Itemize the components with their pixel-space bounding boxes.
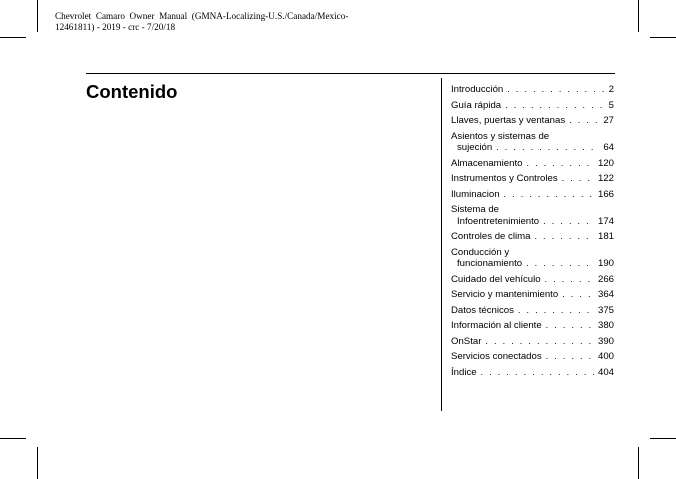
toc-entry[interactable] <box>451 173 614 185</box>
dot-leader <box>496 142 600 154</box>
toc-entry-label: funcionamiento <box>457 258 523 269</box>
crop-mark <box>0 438 26 439</box>
toc-entry-line <box>451 173 614 185</box>
toc-entry-line <box>451 320 614 332</box>
toc-entry-page-number: 380 <box>597 320 614 331</box>
dot-leader <box>546 351 595 363</box>
toc-entry-label: Iluminacion <box>451 188 500 200</box>
dot-leader <box>569 115 600 127</box>
toc-entry[interactable] <box>451 231 614 243</box>
toc-entry-page-number: 120 <box>597 157 614 169</box>
toc-entry-line <box>451 289 614 301</box>
toc-entry-page-number: 400 <box>597 351 614 362</box>
toc-entry[interactable] <box>451 320 614 332</box>
toc-entry-label: Almacenamiento <box>451 157 523 169</box>
toc-entry-label-line1: Asientos y sistemas de <box>451 130 550 142</box>
toc-entry-page-number: 5 <box>608 99 614 111</box>
dot-leader <box>543 216 595 228</box>
crop-mark <box>638 0 639 32</box>
toc-entry-label: Información al cliente <box>451 320 542 331</box>
toc-entry-line <box>451 367 614 379</box>
toc-entry-page-number: 266 <box>597 273 614 285</box>
toc-entry-page-number: 364 <box>597 289 614 300</box>
toc-entry-line <box>451 115 614 127</box>
crop-mark <box>37 0 38 32</box>
toc-entry-page-number: 2 <box>608 84 614 95</box>
toc-entry-line <box>451 100 614 112</box>
crop-mark <box>638 447 639 479</box>
toc-entry-page-number: 122 <box>597 173 614 184</box>
toc-entry-line <box>451 258 614 270</box>
toc-entry-page-number: 190 <box>597 258 614 269</box>
dot-leader <box>485 336 595 348</box>
toc-entry-label: Llaves, puertas y ventanas <box>451 115 566 126</box>
toc-entry-page-number: 27 <box>603 115 614 126</box>
toc-entry-page-number: 181 <box>597 231 614 242</box>
dot-leader <box>562 173 595 185</box>
dot-leader <box>507 84 605 96</box>
toc-entry[interactable] <box>451 189 614 201</box>
toc-entry-page-number: 174 <box>597 215 614 227</box>
dot-leader <box>534 231 595 243</box>
crop-mark <box>0 37 26 38</box>
toc-entry-label: Introducción <box>451 84 504 95</box>
toc-entry-label: OnStar <box>451 335 482 347</box>
toc-entry-label: Infoentretenimiento <box>457 215 540 227</box>
crop-mark <box>650 37 676 38</box>
toc-entry-page-number: 375 <box>597 304 614 316</box>
toc-entry[interactable] <box>451 158 614 170</box>
toc-entry-label: Controles de clima <box>451 231 531 242</box>
toc-entry-line <box>451 351 614 363</box>
toc-entry[interactable] <box>451 274 614 286</box>
running-header-line-1: Chevrolet Camaro Owner Manual (GMNA-Localizing-U.S./Canada/Mexico- <box>55 11 349 21</box>
toc-entry[interactable] <box>451 289 614 301</box>
toc-entry-label: Datos técnicos <box>451 304 514 316</box>
crop-mark <box>650 438 676 439</box>
crop-mark <box>37 447 38 479</box>
toc-entry-line <box>451 84 614 96</box>
toc-entry-label: sujeción <box>457 142 493 153</box>
toc-entry[interactable] <box>451 305 614 317</box>
dot-leader <box>562 289 595 301</box>
toc-entry-page-number: 64 <box>603 142 614 153</box>
dot-leader <box>545 274 595 286</box>
toc-entry[interactable] <box>451 100 614 112</box>
dot-leader <box>526 158 595 170</box>
dot-leader <box>546 320 595 332</box>
toc-entry-line <box>451 305 614 317</box>
top-rule <box>86 73 615 74</box>
toc-entry-line <box>451 158 614 170</box>
column-divider <box>441 78 442 411</box>
toc-entry-label: Instrumentos y Controles <box>451 173 558 184</box>
toc-entry-label: Índice <box>451 366 477 378</box>
toc-entry[interactable] <box>451 351 614 363</box>
toc-entry[interactable] <box>451 367 614 379</box>
toc-entry-label: Guía rápida <box>451 99 502 111</box>
toc-entry[interactable] <box>451 84 614 96</box>
toc-entry-label: Servicios conectados <box>451 351 542 362</box>
toc-entry[interactable] <box>451 247 614 270</box>
dot-leader <box>481 367 595 379</box>
dot-leader <box>526 258 595 270</box>
page-title: Contenido <box>86 81 178 102</box>
toc-entry-page-number: 390 <box>597 335 614 347</box>
toc-entry-page-number: 166 <box>597 188 614 200</box>
toc-entry-line <box>451 336 614 348</box>
toc-entry[interactable] <box>451 336 614 348</box>
toc-entry-label-line1: Sistema de <box>451 204 499 215</box>
toc-entry[interactable] <box>451 115 614 127</box>
dot-leader <box>504 189 595 201</box>
dot-leader <box>505 100 606 112</box>
toc-entry-line <box>451 231 614 243</box>
toc-entry-page-number: 404 <box>597 366 614 378</box>
dot-leader <box>518 305 595 317</box>
toc-entry-line <box>451 216 614 228</box>
toc-entry-label: Servicio y mantenimiento <box>451 289 559 300</box>
running-header-line-2: 12461811) - 2019 - crc - 7/20/18 <box>55 22 176 32</box>
toc-entry[interactable] <box>451 204 614 227</box>
toc-entry[interactable] <box>451 131 614 154</box>
toc-entry-line <box>451 189 614 201</box>
toc-entry-line <box>451 142 614 154</box>
table-of-contents <box>451 84 614 382</box>
toc-entry-label-line1: Conducción y <box>451 246 510 258</box>
toc-entry-line <box>451 274 614 286</box>
toc-entry-label: Cuidado del vehículo <box>451 273 541 285</box>
